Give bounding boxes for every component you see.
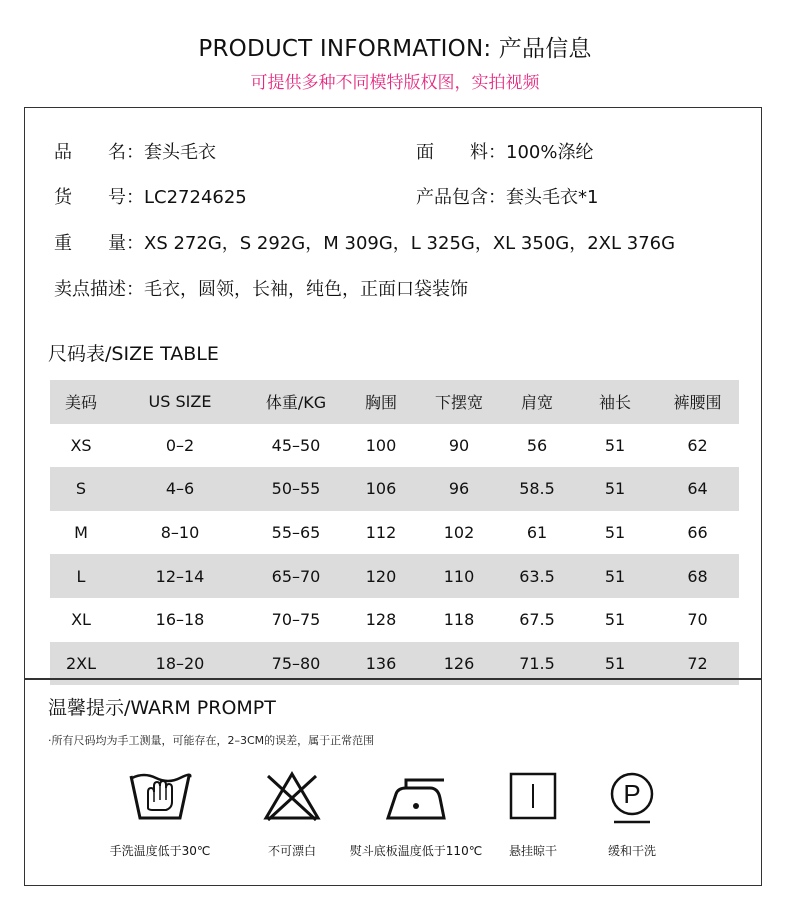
no-bleach-icon: [260, 768, 324, 824]
name-label: 品 名：: [54, 142, 144, 163]
dry-clean-letter: P: [623, 779, 641, 809]
table-cell: 58.5: [500, 467, 574, 511]
package-value: 套头毛衣*1: [506, 187, 599, 208]
page-subtitle: 可提供多种不同模特版权图，实拍视频: [250, 73, 540, 93]
table-cell: 118: [443, 610, 475, 630]
hand-wash-label: 手洗温度低于30℃: [109, 844, 211, 858]
info-row-selling: [54, 275, 468, 301]
table-header-cell: 胸围: [344, 380, 418, 424]
table-cell: 72: [656, 642, 739, 686]
weight-value: XS 272G，S 292G，M 309G，L 325G，XL 350G，2XL 376G: [144, 233, 676, 254]
page-title: PRODUCT INFORMATION: 产品信息: [198, 36, 592, 62]
table-row: [50, 511, 739, 555]
table-row: [50, 554, 739, 598]
section-divider: [24, 678, 762, 680]
table-header-cell: 裤腰围: [656, 380, 739, 424]
table-cell: 120: [344, 554, 418, 598]
table-cell: S: [50, 467, 112, 511]
table-cell: 96: [418, 467, 500, 511]
dry-clean-label: 缓和干洗: [607, 844, 656, 858]
table-cell: 16–18: [155, 610, 205, 630]
selling-value: 毛衣，圆领，长袖，纯色，正面口袋装饰: [144, 279, 468, 300]
info-row-sku: [54, 183, 247, 209]
care-item-iron: [336, 768, 496, 859]
table-cell: 75–80: [248, 642, 344, 686]
weight-label: 重 量：: [54, 233, 144, 254]
table-cell: 45–50: [271, 435, 321, 455]
table-header-cell: 肩宽: [500, 380, 574, 424]
table-cell: 51: [574, 467, 656, 511]
table-cell: 106: [344, 467, 418, 511]
info-row-name: [54, 138, 216, 164]
fabric-value: 100%涤纶: [506, 142, 594, 163]
table-header-cell: 体重/KG: [248, 380, 344, 424]
table-cell: 0–2: [165, 435, 195, 455]
table-cell: 51: [604, 523, 626, 543]
table-header-cell: US SIZE: [112, 380, 248, 424]
table-cell: 64: [656, 467, 739, 511]
table-cell: 8–10: [160, 523, 200, 543]
table-cell: 2XL: [50, 642, 112, 686]
table-cell: 63.5: [500, 554, 574, 598]
table-cell: 51: [574, 642, 656, 686]
table-cell: 126: [418, 642, 500, 686]
table-cell: XS: [70, 435, 92, 455]
table-cell: 51: [574, 554, 656, 598]
name-value: 套头毛衣: [144, 142, 216, 163]
table-cell: 71.5: [500, 642, 574, 686]
care-item-hand-wash: [100, 768, 220, 859]
line-dry-label: 悬挂晾干: [508, 844, 557, 858]
iron-label: 熨斗底板温度低于110℃: [349, 844, 483, 858]
table-cell: 67.5: [519, 610, 555, 630]
table-header-cell: 下摆宽: [418, 380, 500, 424]
table-header-row: [50, 380, 739, 424]
care-item-dry-clean: [572, 768, 692, 859]
info-row-package: [416, 183, 598, 209]
table-cell: 55–65: [271, 523, 321, 543]
table-cell: 62: [687, 435, 708, 455]
sku-value: LC2724625: [144, 187, 247, 208]
table-cell: 18–20: [112, 642, 248, 686]
info-row-weight: [54, 229, 675, 255]
prompt-title: 温馨提示/WARM PROMPT: [48, 697, 276, 719]
size-table: [50, 380, 739, 685]
table-cell: 61: [526, 523, 548, 543]
table-cell: 50–55: [248, 467, 344, 511]
hand-wash-icon: [128, 768, 192, 824]
no-bleach-label: 不可漂白: [267, 844, 316, 858]
table-cell: 4–6: [112, 467, 248, 511]
package-label: 产品包含：: [416, 187, 506, 208]
prompt-note: ·所有尺码均为手工测量，可能存在，2–3CM的误差，属于正常范围: [48, 734, 375, 747]
table-row: [50, 467, 739, 511]
fabric-label: 面 料：: [416, 142, 506, 163]
table-cell: 102: [443, 523, 475, 543]
table-cell: M: [74, 523, 88, 543]
size-table-title: 尺码表/SIZE TABLE: [48, 343, 219, 365]
table-cell: 112: [365, 523, 397, 543]
iron-low-icon: [384, 768, 448, 824]
gentle-dry-clean-icon: [600, 768, 664, 828]
selling-label: 卖点描述：: [54, 279, 144, 300]
table-cell: 70: [687, 610, 708, 630]
table-cell: 56: [526, 435, 548, 455]
line-dry-icon: [501, 768, 565, 824]
table-cell: 51: [604, 610, 626, 630]
table-cell: 12–14: [112, 554, 248, 598]
table-cell: 68: [656, 554, 739, 598]
care-item-no-bleach: [232, 768, 352, 859]
table-cell: XL: [71, 610, 91, 630]
table-cell: 70–75: [271, 610, 321, 630]
info-row-fabric: [416, 138, 593, 164]
table-row: [50, 598, 739, 642]
table-cell: 136: [344, 642, 418, 686]
table-cell: L: [50, 554, 112, 598]
table-cell: 51: [604, 435, 626, 455]
table-cell: 90: [448, 435, 470, 455]
table-cell: 128: [365, 610, 397, 630]
table-row: [50, 424, 739, 468]
table-cell: 65–70: [248, 554, 344, 598]
table-cell: 66: [687, 523, 708, 543]
table-header-cell: 袖长: [574, 380, 656, 424]
sku-label: 货 号：: [54, 187, 144, 208]
table-cell: 100: [365, 435, 397, 455]
table-header-cell: 美码: [50, 380, 112, 424]
table-cell: 110: [418, 554, 500, 598]
